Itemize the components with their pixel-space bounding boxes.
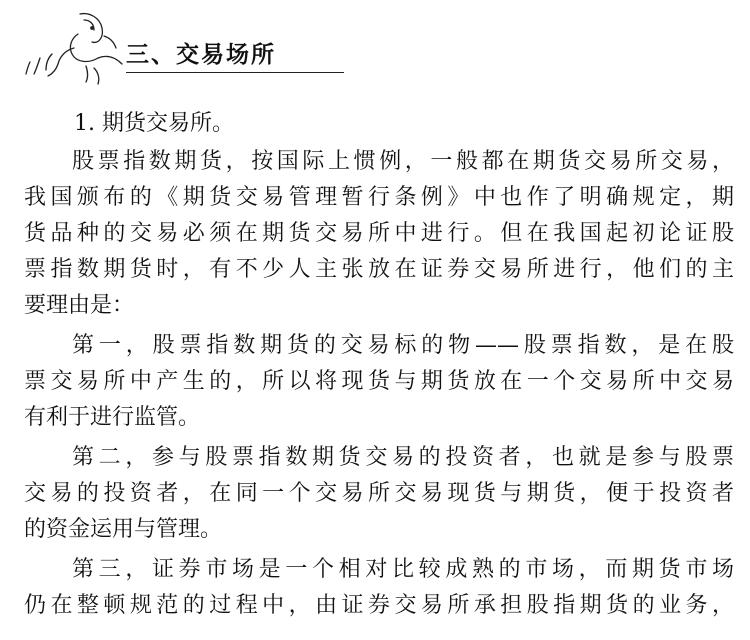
- heading-underline: [126, 72, 344, 73]
- text-line: 第二，参与股票指数期货交易的投资者，也就是参与股票: [72, 445, 734, 470]
- paragraph-2: [24, 328, 734, 436]
- paragraph-3: [24, 440, 734, 548]
- text-line: 仍在整顿规范的过程中，由证券交易所承担股指期货的业务，: [24, 593, 734, 618]
- text-line: 第一，股票指数期货的交易标的物——股票指数，是在股: [72, 333, 734, 358]
- subsection-label: 1. 期货交易所。: [74, 111, 234, 136]
- section-header: [18, 8, 348, 88]
- bird-ornament-icon: [18, 8, 133, 88]
- text-line: 股票指数期货，按国际上惯例，一般都在期货交易所交易，: [72, 149, 734, 174]
- text-line: 的资金运用与管理。: [24, 517, 223, 542]
- text-line: 要理由是：: [24, 293, 135, 318]
- text-line: 有利于进行监管。: [24, 405, 201, 430]
- text-line: 票指数期货时，有不少人主张放在证券交易所进行，他们的主: [24, 257, 734, 282]
- body-text: [24, 106, 734, 628]
- paragraph-4: [24, 552, 734, 624]
- paragraph-1: [24, 144, 734, 324]
- text-line: 货品种的交易必须在期货交易所中进行。但在我国起初论证股: [24, 221, 734, 246]
- text-line: 我国颁布的《期货交易管理暂行条例》中也作了明确规定，期: [24, 185, 734, 210]
- text-line: 第三，证券市场是一个相对比较成熟的市场，而期货市场: [72, 557, 734, 582]
- text-line: 票交易所中产生的，所以将现货与期货放在一个交易所中交易: [24, 369, 734, 394]
- text-line: 交易的投资者，在同一个交易所交易现货与期货，便于投资者: [24, 481, 734, 506]
- section-heading: 三、交易场所: [126, 42, 276, 68]
